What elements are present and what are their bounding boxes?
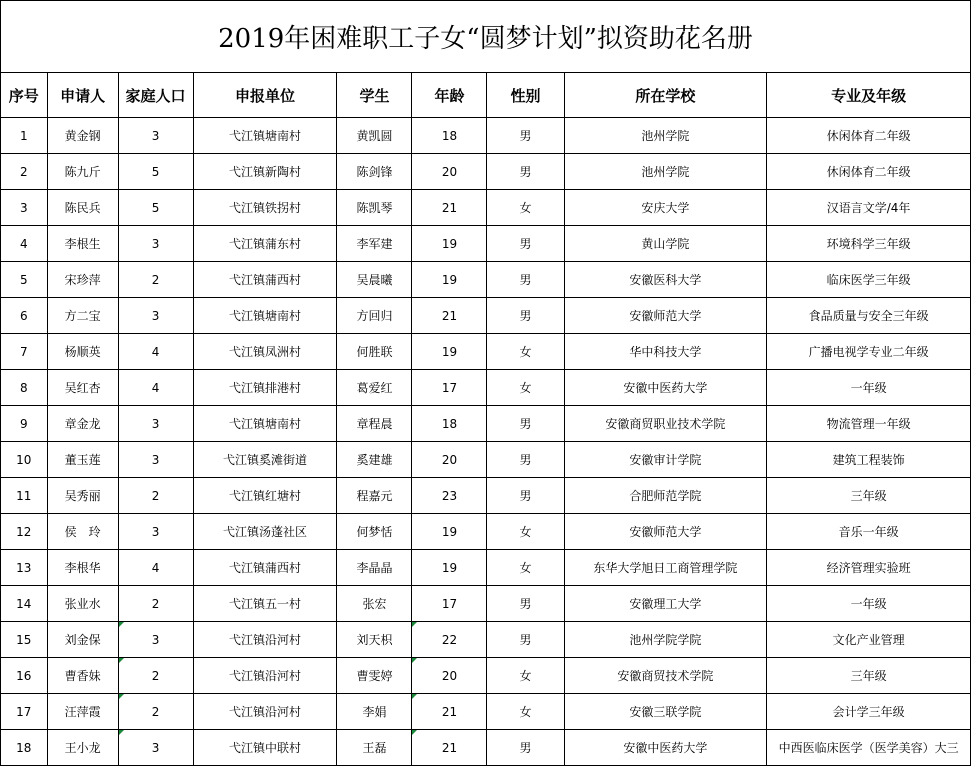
table-row (1, 370, 971, 406)
table-row (1, 730, 971, 766)
cell-gender[interactable]: 男 (487, 406, 564, 442)
header-unit[interactable]: 申报单位 (193, 73, 337, 118)
cell-gender[interactable]: 男 (487, 226, 564, 262)
cell-household-size[interactable]: 4 (118, 334, 193, 370)
cell-major-grade[interactable]: 三年级 (767, 478, 971, 514)
cell-applicant[interactable]: 吴红杏 (47, 370, 118, 406)
cell-school[interactable]: 池州学院 (564, 118, 767, 154)
cell-applicant[interactable]: 方二宝 (47, 298, 118, 334)
cell-household-size[interactable]: 2 (118, 658, 193, 694)
table-row (1, 226, 971, 262)
cell-applicant[interactable]: 陈民兵 (47, 190, 118, 226)
cell-major-grade[interactable]: 休闲体育二年级 (767, 154, 971, 190)
table-row (1, 406, 971, 442)
cell-school[interactable]: 安徽三联学院 (564, 694, 767, 730)
cell-seq[interactable]: 10 (1, 442, 48, 478)
cell-school[interactable]: 安徽师范大学 (564, 298, 767, 334)
cell-gender[interactable]: 男 (487, 118, 564, 154)
table-row (1, 334, 971, 370)
cell-gender[interactable]: 女 (487, 514, 564, 550)
cell-major-grade[interactable]: 三年级 (767, 658, 971, 694)
cell-major-grade[interactable]: 汉语言文学/4年 (767, 190, 971, 226)
cell-gender[interactable]: 男 (487, 298, 564, 334)
cell-applicant[interactable]: 王小龙 (47, 730, 118, 766)
cell-household-size[interactable]: 3 (118, 226, 193, 262)
cell-school[interactable]: 安庆大学 (564, 190, 767, 226)
table-row (1, 190, 971, 226)
cell-school[interactable]: 安徽审计学院 (564, 442, 767, 478)
cell-student[interactable]: 吴晨曦 (337, 262, 412, 298)
cell-gender[interactable]: 男 (487, 730, 564, 766)
cell-applicant[interactable]: 侯 玲 (47, 514, 118, 550)
cell-applicant[interactable]: 刘金保 (47, 622, 118, 658)
cell-gender[interactable]: 男 (487, 442, 564, 478)
cell-seq[interactable]: 18 (1, 730, 48, 766)
cell-household-size[interactable]: 4 (118, 550, 193, 586)
cell-student[interactable]: 方回归 (337, 298, 412, 334)
header-seq[interactable]: 序号 (1, 73, 48, 118)
cell-household-size[interactable]: 3 (118, 298, 193, 334)
header-age[interactable]: 年龄 (412, 73, 487, 118)
cell-seq[interactable]: 5 (1, 262, 48, 298)
table-row (1, 550, 971, 586)
roster-table (0, 72, 971, 766)
cell-seq[interactable]: 17 (1, 694, 48, 730)
table-row (1, 658, 971, 694)
cell-age[interactable]: 17 (412, 586, 487, 622)
cell-seq[interactable]: 7 (1, 334, 48, 370)
cell-applicant[interactable]: 杨顺英 (47, 334, 118, 370)
cell-unit[interactable]: 弋江镇奚滩街道 (193, 442, 337, 478)
cell-seq[interactable]: 8 (1, 370, 48, 406)
cell-gender[interactable]: 女 (487, 190, 564, 226)
cell-major-grade[interactable]: 一年级 (767, 586, 971, 622)
cell-gender[interactable]: 女 (487, 694, 564, 730)
cell-school[interactable]: 东华大学旭日工商管理学院 (564, 550, 767, 586)
cell-seq[interactable]: 4 (1, 226, 48, 262)
cell-student[interactable]: 何胜联 (337, 334, 412, 370)
cell-major-grade[interactable]: 一年级 (767, 370, 971, 406)
table-row (1, 586, 971, 622)
cell-applicant[interactable]: 宋珍萍 (47, 262, 118, 298)
cell-seq[interactable]: 6 (1, 298, 48, 334)
cell-gender[interactable]: 男 (487, 262, 564, 298)
cell-applicant[interactable]: 董玉莲 (47, 442, 118, 478)
cell-household-size[interactable]: 3 (118, 514, 193, 550)
cell-student[interactable]: 何梦恬 (337, 514, 412, 550)
cell-applicant[interactable]: 吴秀丽 (47, 478, 118, 514)
cell-unit[interactable]: 弋江镇沿河村 (193, 694, 337, 730)
cell-age[interactable]: 19 (412, 514, 487, 550)
cell-student[interactable]: 刘天枳 (337, 622, 412, 658)
cell-age[interactable]: 20 (412, 658, 487, 694)
cell-major-grade[interactable]: 中西医临床医学（医学美容）大三 (767, 730, 971, 766)
header-major-grade[interactable]: 专业及年级 (767, 73, 971, 118)
cell-age[interactable]: 19 (412, 334, 487, 370)
cell-school[interactable]: 安徽商贸技术学院 (564, 658, 767, 694)
cell-seq[interactable]: 11 (1, 478, 48, 514)
cell-student[interactable]: 李娟 (337, 694, 412, 730)
cell-major-grade[interactable]: 建筑工程装饰 (767, 442, 971, 478)
cell-applicant[interactable]: 李根生 (47, 226, 118, 262)
cell-school[interactable]: 池州学院学院 (564, 622, 767, 658)
cell-student[interactable]: 葛爱红 (337, 370, 412, 406)
cell-age[interactable]: 19 (412, 262, 487, 298)
cell-seq[interactable]: 15 (1, 622, 48, 658)
cell-student[interactable]: 奚建雄 (337, 442, 412, 478)
cell-school[interactable]: 华中科技大学 (564, 334, 767, 370)
cell-age[interactable]: 22 (412, 622, 487, 658)
cell-gender[interactable]: 男 (487, 154, 564, 190)
cell-unit[interactable]: 弋江镇蒲东村 (193, 226, 337, 262)
cell-household-size[interactable]: 2 (118, 694, 193, 730)
cell-seq[interactable]: 16 (1, 658, 48, 694)
table-row (1, 262, 971, 298)
cell-school[interactable]: 安徽医科大学 (564, 262, 767, 298)
cell-seq[interactable]: 9 (1, 406, 48, 442)
cell-household-size[interactable]: 4 (118, 370, 193, 406)
cell-applicant[interactable]: 汪萍霞 (47, 694, 118, 730)
cell-school[interactable]: 安徽师范大学 (564, 514, 767, 550)
cell-student[interactable]: 王磊 (337, 730, 412, 766)
table-row (1, 442, 971, 478)
cell-household-size[interactable]: 2 (118, 262, 193, 298)
cell-student[interactable]: 李军建 (337, 226, 412, 262)
cell-age[interactable]: 21 (412, 298, 487, 334)
table-row (1, 118, 971, 154)
cell-unit[interactable]: 弋江镇新陶村 (193, 154, 337, 190)
cell-age[interactable]: 21 (412, 694, 487, 730)
cell-seq[interactable]: 3 (1, 190, 48, 226)
cell-unit[interactable]: 弋江镇沿河村 (193, 622, 337, 658)
cell-unit[interactable]: 弋江镇五一村 (193, 586, 337, 622)
cell-household-size[interactable]: 3 (118, 118, 193, 154)
header-row (1, 73, 971, 118)
cell-seq[interactable]: 1 (1, 118, 48, 154)
cell-unit[interactable]: 弋江镇凤洲村 (193, 334, 337, 370)
cell-unit[interactable]: 弋江镇蒲西村 (193, 262, 337, 298)
cell-unit[interactable]: 弋江镇塘南村 (193, 406, 337, 442)
sheet-title: 2019年困难职工子女“圆梦计划”拟资助花名册 (0, 0, 971, 72)
cell-student[interactable]: 章程晨 (337, 406, 412, 442)
cell-school[interactable]: 合肥师范学院 (564, 478, 767, 514)
cell-applicant[interactable]: 张业水 (47, 586, 118, 622)
cell-student[interactable]: 程嘉元 (337, 478, 412, 514)
table-row (1, 298, 971, 334)
table-row (1, 478, 971, 514)
cell-applicant[interactable]: 黄金钢 (47, 118, 118, 154)
cell-school[interactable]: 安徽中医药大学 (564, 730, 767, 766)
cell-applicant[interactable]: 章金龙 (47, 406, 118, 442)
table-row (1, 154, 971, 190)
table-row (1, 514, 971, 550)
cell-age[interactable]: 19 (412, 550, 487, 586)
cell-major-grade[interactable]: 文化产业管理 (767, 622, 971, 658)
cell-household-size[interactable]: 3 (118, 622, 193, 658)
cell-major-grade[interactable]: 休闲体育二年级 (767, 118, 971, 154)
cell-applicant[interactable]: 曹香妹 (47, 658, 118, 694)
cell-major-grade[interactable]: 会计学三年级 (767, 694, 971, 730)
cell-major-grade[interactable]: 经济管理实验班 (767, 550, 971, 586)
cell-unit[interactable]: 弋江镇塘南村 (193, 298, 337, 334)
cell-household-size[interactable]: 3 (118, 730, 193, 766)
cell-unit[interactable]: 弋江镇铁拐村 (193, 190, 337, 226)
cell-major-grade[interactable]: 物流管理一年级 (767, 406, 971, 442)
cell-school[interactable]: 黄山学院 (564, 226, 767, 262)
cell-school[interactable]: 安徽理工大学 (564, 586, 767, 622)
cell-age[interactable]: 19 (412, 226, 487, 262)
cell-school[interactable]: 池州学院 (564, 154, 767, 190)
cell-gender[interactable]: 男 (487, 478, 564, 514)
table-row (1, 694, 971, 730)
cell-student[interactable]: 曹雯婷 (337, 658, 412, 694)
cell-gender[interactable]: 女 (487, 550, 564, 586)
cell-gender[interactable]: 男 (487, 586, 564, 622)
cell-unit[interactable]: 弋江镇塘南村 (193, 118, 337, 154)
cell-student[interactable]: 陈剑锋 (337, 154, 412, 190)
cell-student[interactable]: 陈凯琴 (337, 190, 412, 226)
cell-household-size[interactable]: 2 (118, 478, 193, 514)
cell-age[interactable]: 17 (412, 370, 487, 406)
cell-unit[interactable]: 弋江镇汤蓬社区 (193, 514, 337, 550)
cell-student[interactable]: 张宏 (337, 586, 412, 622)
cell-major-grade[interactable]: 环境科学三年级 (767, 226, 971, 262)
cell-student[interactable]: 黄凯圆 (337, 118, 412, 154)
header-applicant[interactable]: 申请人 (47, 73, 118, 118)
cell-household-size[interactable]: 5 (118, 190, 193, 226)
cell-unit[interactable]: 弋江镇中联村 (193, 730, 337, 766)
cell-gender[interactable]: 女 (487, 658, 564, 694)
cell-age[interactable]: 23 (412, 478, 487, 514)
cell-school[interactable]: 安徽商贸职业技术学院 (564, 406, 767, 442)
header-household-size[interactable]: 家庭人口 (118, 73, 193, 118)
cell-student[interactable]: 李晶晶 (337, 550, 412, 586)
cell-household-size[interactable]: 5 (118, 154, 193, 190)
cell-applicant[interactable]: 陈九斤 (47, 154, 118, 190)
cell-age[interactable]: 20 (412, 154, 487, 190)
cell-age[interactable]: 21 (412, 730, 487, 766)
header-student[interactable]: 学生 (337, 73, 412, 118)
cell-gender[interactable]: 女 (487, 334, 564, 370)
cell-household-size[interactable]: 2 (118, 586, 193, 622)
cell-seq[interactable]: 12 (1, 514, 48, 550)
cell-major-grade[interactable]: 食品质量与安全三年级 (767, 298, 971, 334)
cell-seq[interactable]: 14 (1, 586, 48, 622)
header-gender[interactable]: 性别 (487, 73, 564, 118)
cell-major-grade[interactable]: 临床医学三年级 (767, 262, 971, 298)
cell-applicant[interactable]: 李根华 (47, 550, 118, 586)
cell-seq[interactable]: 2 (1, 154, 48, 190)
cell-gender[interactable]: 男 (487, 622, 564, 658)
cell-household-size[interactable]: 3 (118, 406, 193, 442)
table-row (1, 622, 971, 658)
header-school[interactable]: 所在学校 (564, 73, 767, 118)
cell-unit[interactable]: 弋江镇排港村 (193, 370, 337, 406)
cell-age[interactable]: 20 (412, 442, 487, 478)
cell-seq[interactable]: 13 (1, 550, 48, 586)
cell-unit[interactable]: 弋江镇红塘村 (193, 478, 337, 514)
cell-major-grade[interactable]: 广播电视学专业二年级 (767, 334, 971, 370)
cell-age[interactable]: 18 (412, 118, 487, 154)
cell-household-size[interactable]: 3 (118, 442, 193, 478)
cell-age[interactable]: 21 (412, 190, 487, 226)
cell-age[interactable]: 18 (412, 406, 487, 442)
cell-unit[interactable]: 弋江镇沿河村 (193, 658, 337, 694)
cell-unit[interactable]: 弋江镇蒲西村 (193, 550, 337, 586)
cell-major-grade[interactable]: 音乐一年级 (767, 514, 971, 550)
cell-school[interactable]: 安徽中医药大学 (564, 370, 767, 406)
cell-gender[interactable]: 女 (487, 370, 564, 406)
